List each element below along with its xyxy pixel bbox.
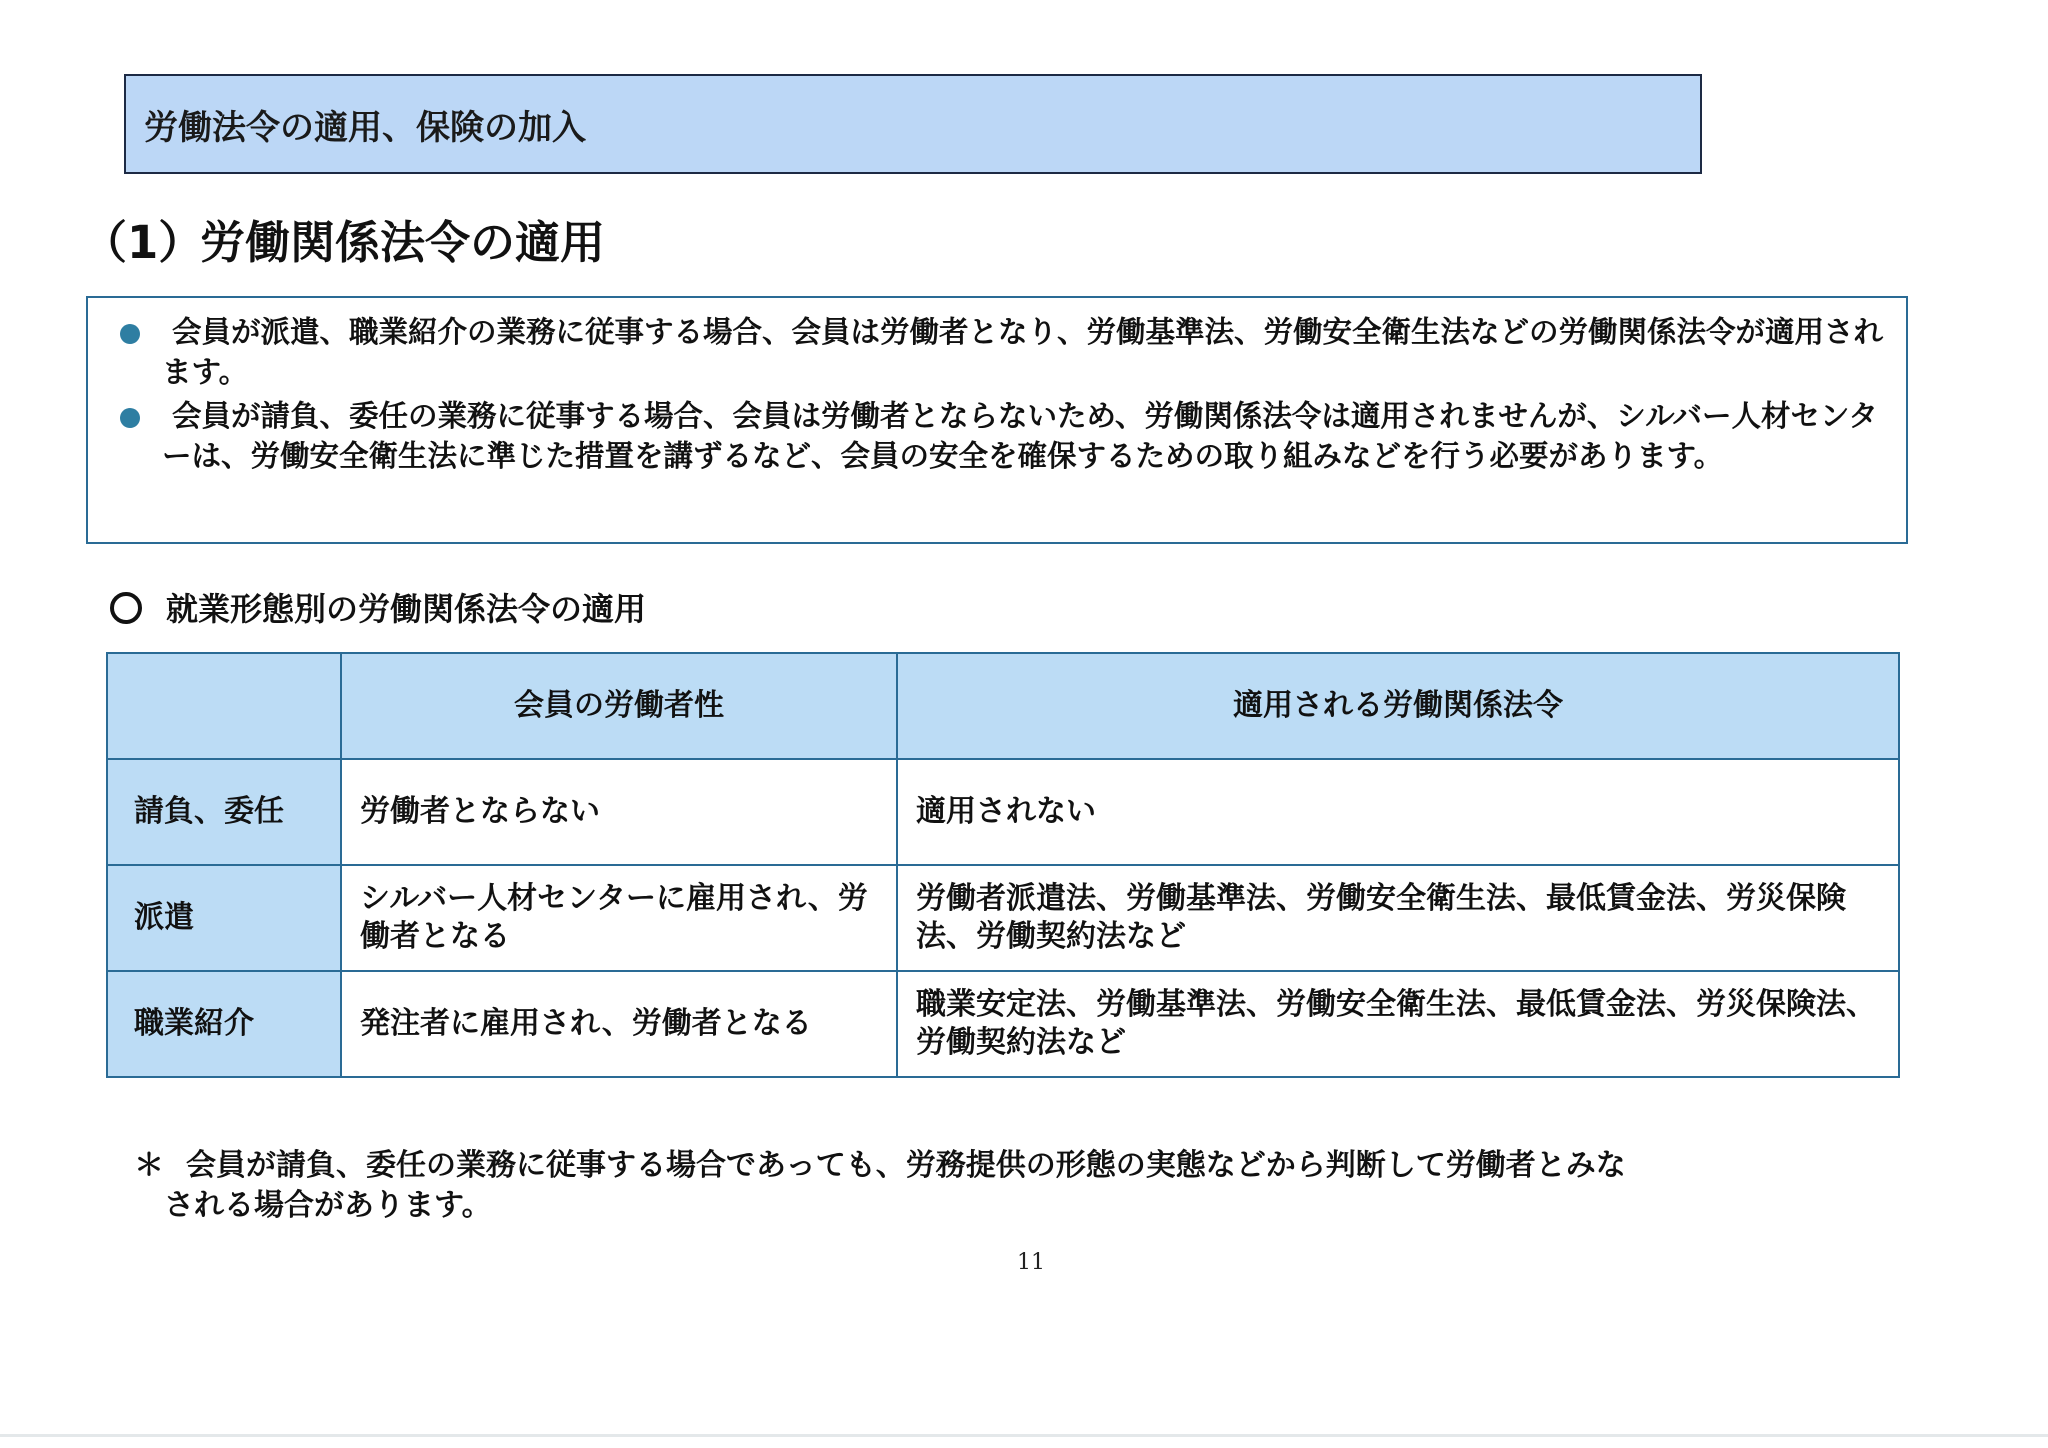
footnote-line-1: 会員が請負、委任の業務に従事する場合であっても、労務提供の形態の実態などから判断して労働者とみな — [186, 1148, 1626, 1183]
subheading-text: 就業形態別の労働関係法令の適用 — [166, 590, 647, 628]
info-bullet-item — [110, 396, 1888, 476]
row-type-cell: 職業紹介 — [107, 971, 341, 1077]
table-header-row — [107, 653, 1899, 759]
section-heading — [82, 206, 605, 271]
table-row — [107, 759, 1899, 865]
info-bullet-text: 会員が派遣、職業紹介の業務に従事する場合、会員は労働者となり、労働基準法、労働安全衛生法などの労働関係法令が適用されます。 — [162, 315, 1884, 389]
row-type-cell: 派遣 — [107, 865, 341, 971]
bullet-dot-icon — [120, 324, 140, 344]
page-title-box — [124, 74, 1702, 174]
table-header-applied-laws: 適用される労働関係法令 — [897, 653, 1899, 759]
footnote — [134, 1146, 1894, 1226]
table-row — [107, 865, 1899, 971]
laws-cell: 職業安定法、労働基準法、労働安全衛生法、最低賃金法、労災保険法、労働契約法など — [897, 971, 1899, 1077]
laws-cell: 適用されない — [897, 759, 1899, 865]
scan-edge-divider — [0, 1434, 2048, 1437]
info-bullet-text: 会員が請負、委任の業務に従事する場合、会員は労働者とならないため、労働関係法令は適用されませんが、シルバー人材センターは、労働安全衛生法に準じた措置を講ずるなど、会員の安全を確保するための取り組みなどを行う必要があります。 — [162, 399, 1878, 473]
page-number: 11 — [1017, 1250, 1045, 1275]
section-number: （1） — [82, 216, 204, 269]
table-row — [107, 971, 1899, 1077]
laws-cell: 労働者派遣法、労働基準法、労働安全衛生法、最低賃金法、労災保険法、労働契約法など — [897, 865, 1899, 971]
page-title: 労働法令の適用、保険の加入 — [144, 107, 586, 148]
footnote-line-2: される場合があります。 — [164, 1188, 492, 1223]
worker-status-cell: シルバー人材センターに雇用され、労働者となる — [341, 865, 897, 971]
table-subheading — [110, 584, 646, 630]
table-header-worker-status: 会員の労働者性 — [341, 653, 897, 759]
section-title: 労働関係法令の適用 — [200, 216, 606, 269]
row-type-cell: 請負、委任 — [107, 759, 341, 865]
law-application-table — [106, 652, 1900, 1078]
asterisk-icon: ＊ — [134, 1148, 164, 1183]
worker-status-cell: 労働者とならない — [341, 759, 897, 865]
info-box — [86, 296, 1908, 544]
bullet-dot-icon — [120, 408, 140, 428]
info-bullet-item — [110, 312, 1888, 392]
table-header-empty — [107, 653, 341, 759]
worker-status-cell: 発注者に雇用され、労働者となる — [341, 971, 897, 1077]
circle-icon — [110, 592, 142, 624]
